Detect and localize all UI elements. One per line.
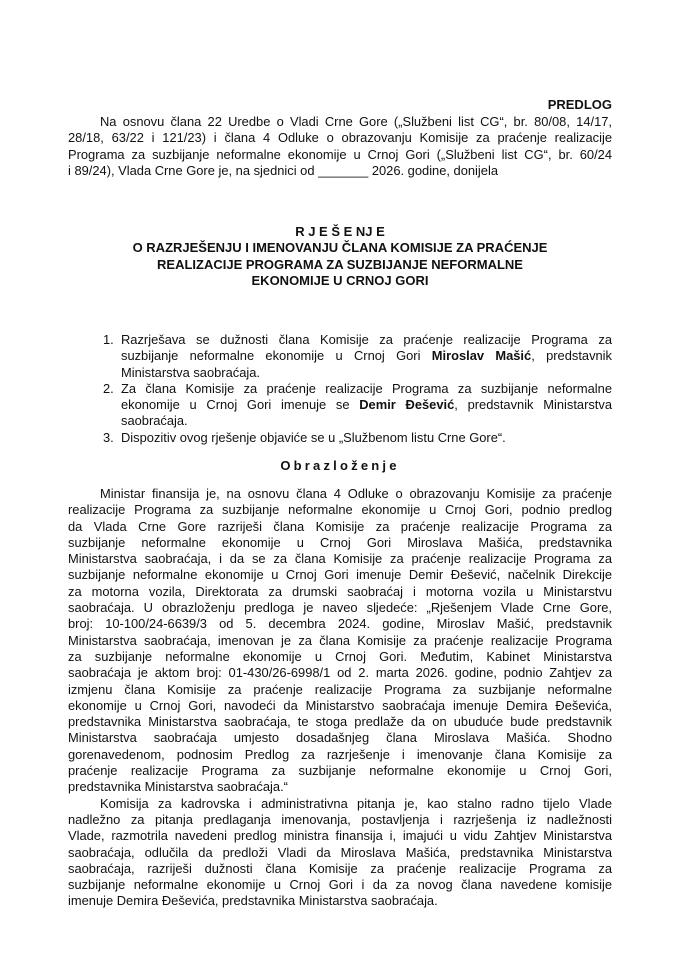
- explanation-line: broj: 10-100/24-6639/3 od 5. decembra 2024. godine, Miroslav Mašić, predstavnik: [68, 616, 612, 632]
- decision-item: [100, 381, 612, 430]
- intro-paragraph: [68, 114, 612, 179]
- decision-item: [100, 430, 612, 446]
- item-text: Za člana Komisije za praćenje realizacije Programa za suzbijanje neformalne: [121, 380, 612, 396]
- intro-line: Na osnovu člana 22 Uredbe o Vladi Crne Gore („Službeni list CG“, br. 80/08, 14/17,: [100, 114, 612, 129]
- explanation-line: suzbijanje neformalne ekonomije u Crnoj Gori Miroslava Mašića, predstavnika: [68, 534, 612, 550]
- decision-heading: [68, 224, 612, 289]
- explanation-line: nadležno za pitanja predlaganja imenovanja, postavljenja i razrješenja iz nadležnosti: [68, 811, 612, 827]
- decision-subtitle-line: EKONOMIJE U CRNOJ GORI: [251, 272, 429, 288]
- explanation-line: Ministarstva saobraćaja, i da se za člana Komisije za praćenje realizacije Programa za: [68, 551, 612, 567]
- explanation-line: Komisija za kadrovska i administrativna pitanja je, kao stalno radno tijelo Vlade: [100, 795, 612, 811]
- explanation-line: Ministarstva saobraćaja umjesto dosadašnjeg člana Miroslava Mašića. Shodno: [68, 730, 612, 746]
- item-text: Ministarstva saobraćaja.: [121, 364, 260, 380]
- item-line: [121, 430, 612, 446]
- item-line: [121, 332, 612, 348]
- explanation-line: ekonomije u Crnoj Gori, navodeći da Ministarstvo saobraćaja imenuje Demira Đeševića,: [68, 697, 612, 713]
- item-number: 2.: [103, 380, 114, 396]
- explanation-line: praćenje realizacije Programa za suzbijanje neformalne ekonomije u Crnoj Gori,: [68, 763, 612, 779]
- intro-line: i 89/24), Vlada Crne Gore je, na sjednici od _______ 2026. godine, donijela: [68, 162, 498, 178]
- explanation-line: za motorna vozila, Direktorata za drumski saobraćaj i motorna vozila u Ministarstvu: [68, 583, 612, 599]
- explanation-title: Obrazloženje: [280, 458, 400, 473]
- explanation-line: imenuje Demira Đeševića, predstavnika Ministarstva saobraćaja.: [68, 893, 438, 909]
- decision-subtitle-line: O RAZRJEŠENJU I IMENOVANJU ČLANA KOMISIJE ZA PRAĆENJE: [132, 240, 548, 256]
- explanation-line: saobraćaja, razriješi dužnosti člana Komisije za praćenje realizacije Programa za: [68, 860, 612, 876]
- explanation-line: predstavnika Ministarstva saobraćaja.“: [68, 779, 288, 795]
- item-line: [121, 397, 612, 413]
- item-text: , predstavnik Ministarstva: [454, 397, 613, 413]
- item-text: Dispozitiv ovog rješenje objaviće se u „Službenom listu Crne Gore“.: [121, 429, 506, 445]
- intro-line: 28/18, 63/22 i 121/23) i člana 4 Odluke o obrazovanju Komisije za praćenje realizacije: [68, 130, 612, 146]
- decision-item: [100, 332, 612, 381]
- person-name: Miroslav Mašić: [431, 348, 532, 364]
- explanation-line: gorenavedenom, podnosim Predlog za razrješenje i imenovanje člana Komisije za: [68, 746, 612, 762]
- explanation-line: suzbijanje neformalne ekonomije u Crnoj Gori i da za novog člana navedene komisije: [68, 877, 612, 893]
- item-line: [121, 381, 612, 397]
- explanation-body: [68, 486, 612, 910]
- item-text: suzbijanje neformalne ekonomije u Crnoj Gori: [121, 348, 432, 364]
- item-text: , predstavnik: [531, 348, 612, 364]
- person-name: Demir Đešević: [359, 397, 455, 413]
- decision-title: R J E Š E NJ E: [295, 224, 385, 239]
- decision-items-list: [100, 332, 612, 446]
- explanation-line: Ministar finansija je, na osnovu člana 4 Odluke o obrazovanju Komisije za praćenje: [100, 486, 612, 501]
- explanation-line: Ministarstva saobraćaja, imenovan je za člana Komisije za praćenje realizacije Programa: [68, 632, 612, 648]
- item-text: saobraćaja.: [121, 413, 188, 429]
- item-text: ekonomije u Crnoj Gori imenuje se: [121, 397, 360, 413]
- explanation-line: saobraćaja. U obrazloženju predloga je naveo sljedeće: „Rješenjem Vlade Crne Gore,: [68, 600, 612, 616]
- item-number: 1.: [103, 332, 114, 347]
- explanation-line: suzbijanje neformalne ekonomije u Crnoj Gori imenuje Demir Đešević, načelnik Direkcije: [68, 567, 612, 583]
- explanation-line: za suzbijanje neformalne ekonomije u Crnoj Gori. Međutim, Kabinet Ministarstva: [68, 648, 612, 664]
- explanation-line: realizacije Programa za suzbijanje neformalne ekonomije u Crnoj Gori, podnio predlog: [68, 502, 612, 518]
- explanation-line: predstavnika Ministarstva saobraćaja, te stoga predlaže da on ubuduće bude predstavnik: [68, 714, 612, 730]
- intro-line: Programa za suzbijanje neformalne ekonomije u Crnoj Gori („Službeni list CG“, br. 60/24: [68, 146, 612, 162]
- explanation-line: saobraćaja, odlučila da predloži Vladi da Miroslava Mašića, predstavnika Ministarstva: [68, 844, 612, 860]
- document-label: PREDLOG: [547, 97, 612, 112]
- item-line: [121, 413, 612, 429]
- decision-subtitle-line: REALIZACIJE PROGRAMA ZA SUZBIJANJE NEFORMALNE: [157, 256, 523, 272]
- item-line: [121, 365, 612, 381]
- item-line: [121, 348, 612, 364]
- explanation-line: izmjenu člana Komisije za praćenje realizacije Programa za suzbijanje neformalne: [68, 681, 612, 697]
- explanation-line: Vlade, razmotrila navedeni predlog ministra finansija i, imajući u vidu Zahtjev Ministarstva: [68, 828, 612, 844]
- explanation-line: da Vlada Crne Gore razriješi člana Komisije za praćenje realizacije Programa za: [68, 518, 612, 534]
- item-text: Razrješava se dužnosti člana Komisije za praćenje realizacije Programa za: [121, 332, 612, 347]
- explanation-line: saobraćaja je aktom broj: 01-430/26-6998/1 od 2. marta 2026. godine, podnio Zahtjev za: [68, 665, 612, 681]
- item-number: 3.: [103, 429, 114, 445]
